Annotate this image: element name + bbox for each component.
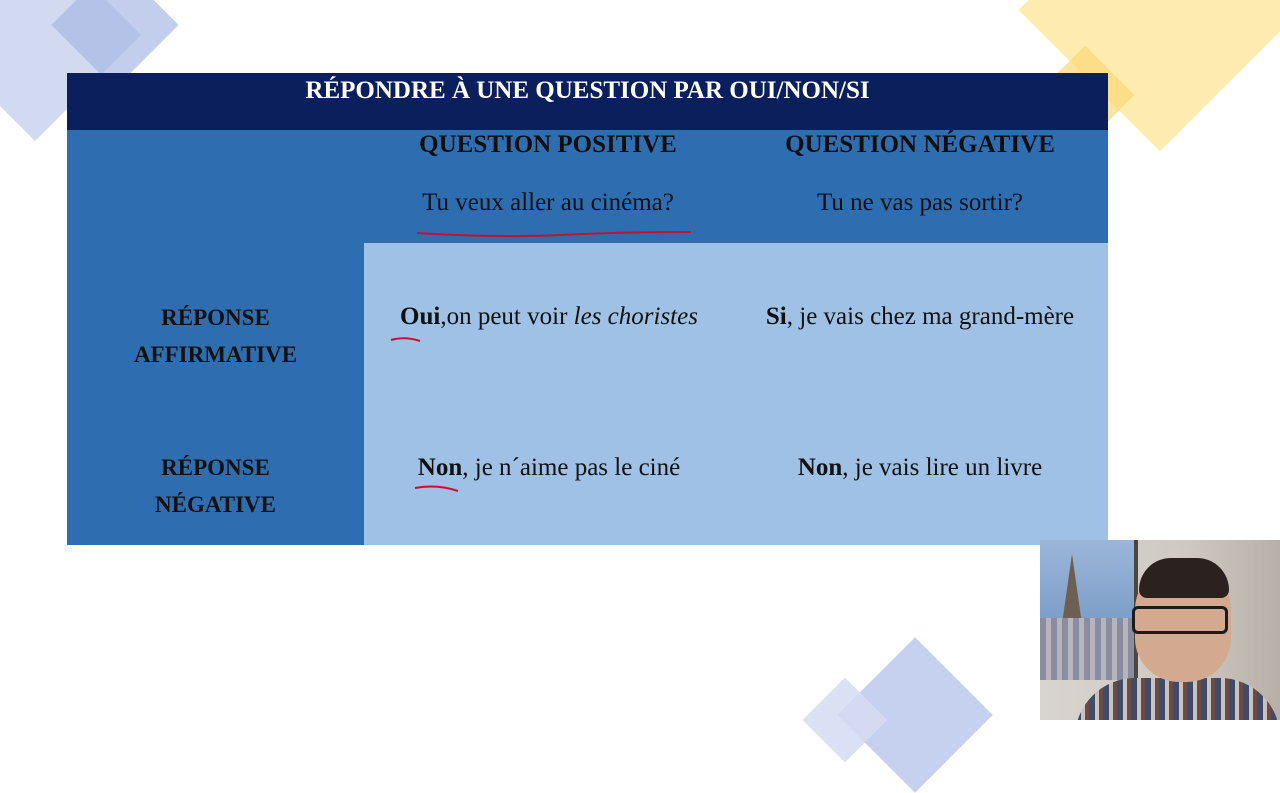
answer-negative-positive xyxy=(364,454,734,482)
slide-table xyxy=(67,73,1108,545)
column-heading-positive: QUESTION POSITIVE xyxy=(419,131,677,158)
title-bar xyxy=(67,73,1108,130)
answer-text: , je vais chez ma grand-mère xyxy=(786,303,1075,330)
paris-poster xyxy=(1040,540,1138,680)
row-label-line: NÉGATIVE xyxy=(155,492,276,517)
answer-italic: les choristes xyxy=(573,303,698,330)
webcam-overlay xyxy=(1040,540,1280,720)
row-label-line: AFFIRMATIVE xyxy=(133,342,298,367)
answer-keyword: Non xyxy=(797,454,843,481)
answer-negative-negative xyxy=(734,454,1106,482)
row-label-line: RÉPONSE xyxy=(161,305,270,330)
slide-title: RÉPONDRE À UNE QUESTION PAR OUI/NON/SI xyxy=(305,77,870,104)
row-label-affirmative xyxy=(67,299,364,373)
answer-text: ,on peut voir xyxy=(440,303,574,330)
question-positive: Tu veux aller au cinéma? xyxy=(422,189,674,216)
row-label-negative xyxy=(67,449,364,523)
answer-text: , je vais lire un livre xyxy=(842,454,1043,481)
row-label-line: RÉPONSE xyxy=(161,455,270,480)
cityscape xyxy=(1040,618,1134,680)
question-negative: Tu ne vas pas sortir? xyxy=(816,189,1023,216)
answer-keyword: Oui xyxy=(400,303,441,330)
answer-keyword: Non xyxy=(417,454,463,481)
answer-affirmative-negative xyxy=(734,303,1106,331)
answer-text: , je n´aime pas le ciné xyxy=(462,454,681,481)
presenter-hair xyxy=(1139,558,1229,598)
answers-area xyxy=(364,243,1108,545)
column-heading-negative: QUESTION NÉGATIVE xyxy=(785,131,1055,158)
eiffel-tower-icon xyxy=(1062,554,1082,624)
answer-keyword: Si xyxy=(765,303,787,330)
answer-affirmative-positive xyxy=(364,303,734,331)
presenter-glasses xyxy=(1132,606,1228,634)
